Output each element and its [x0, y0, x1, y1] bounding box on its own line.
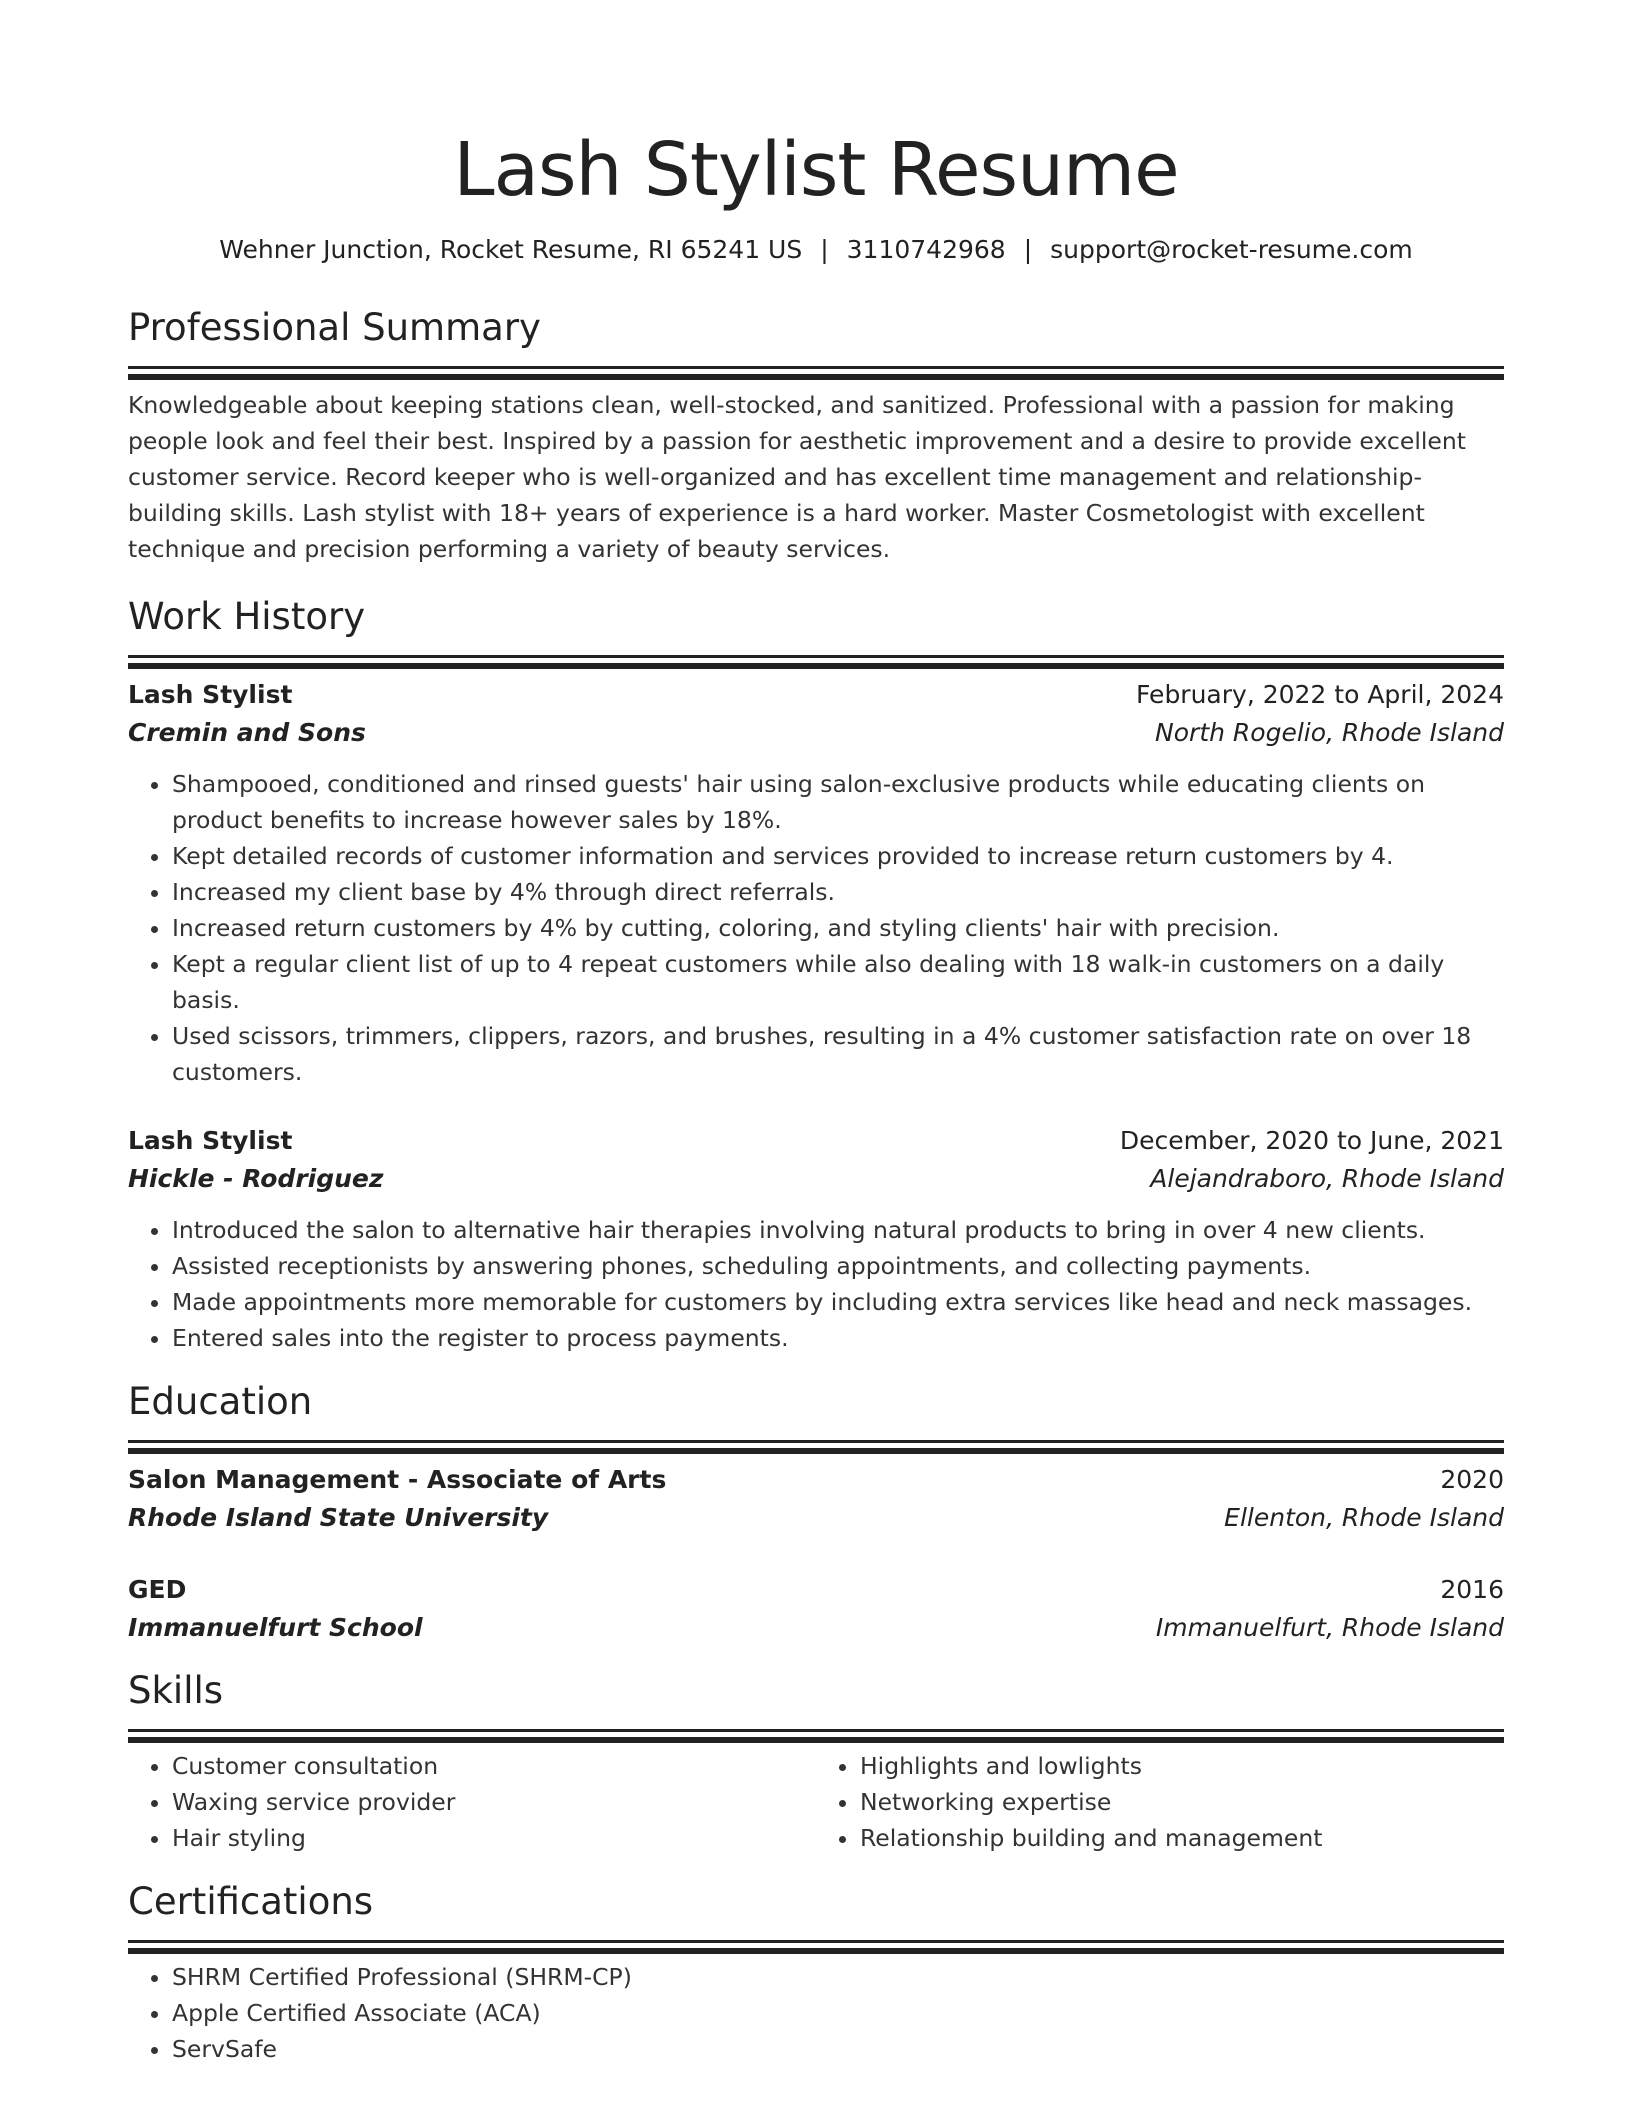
resume-page [128, 0, 1504, 2067]
list-item: • Used scissors, trimmers, clippers, razors, and brushes, resulting in a 4% customer satisfaction rate on over 18 customers. [172, 1018, 1504, 1090]
summary-text: Knowledgeable about keeping stations clean, well-stocked, and sanitized. Professional with a passion for making people look and feel their best. Inspired by a passion for aesthetic improvement and a desire to provide excellent customer service. Record keeper who is well-organized and has excellent time management and relationship-building skills. Lash stylist with 18+ years of experience is a hard worker. Master Cosmetologist with excellent technique and precision performing a variety of beauty services. [128, 391, 1466, 563]
job-title: Lash Stylist [128, 1126, 293, 1155]
job-location: North Rogelio, Rhode Island [1155, 718, 1504, 747]
degree: Salon Management - Associate of Arts [128, 1465, 667, 1494]
job-dates: December, 2020 to June, 2021 [1119, 1126, 1504, 1155]
list-item: • Increased my client base by 4% through direct referrals. [172, 874, 1504, 910]
list-item: • Made appointments more memorable for customers by including extra services like head and neck massages. [172, 1284, 1504, 1320]
school: Rhode Island State University [128, 1503, 549, 1532]
list-item: • Relationship building and management [860, 1820, 1504, 1856]
education-section [128, 1378, 1504, 1647]
school: Immanuelfurt School [128, 1613, 423, 1642]
list-item: • Kept a regular client list of up to 4 repeat customers while also dealing with 18 walk-in customers on a daily basis. [172, 946, 1504, 1018]
certifications-section [128, 1878, 1504, 2067]
section-heading: Work History [128, 595, 366, 638]
contact-separator: | [1023, 235, 1033, 264]
school-location: Ellenton, Rhode Island [1224, 1503, 1504, 1532]
summary-section [128, 304, 1504, 567]
contact-phone: 3110742968 [846, 235, 1006, 264]
education-entry [128, 1461, 1504, 1537]
list-item: • Apple Certified Associate (ACA) [172, 1995, 1504, 2031]
school-location: Immanuelfurt, Rhode Island [1155, 1613, 1504, 1642]
list-item: • Hair styling [172, 1820, 816, 1856]
graduation-year: 2016 [1440, 1575, 1504, 1604]
job-location: Alejandraboro, Rhode Island [1150, 1164, 1504, 1193]
contact-separator: | [820, 235, 829, 264]
section-divider [128, 1729, 1504, 1732]
skills-column-right [816, 1748, 1504, 1856]
section-heading: Skills [128, 1669, 224, 1712]
job-entry [128, 676, 1504, 1090]
job-bullets [128, 1212, 1504, 1356]
job-title: Lash Stylist [128, 680, 293, 709]
list-item: • Introduced the salon to alternative hair therapies involving natural products to bring in over 4 new clients. [172, 1212, 1504, 1248]
skills-list [128, 1748, 1504, 1856]
job-company: Hickle - Rodriguez [128, 1164, 384, 1193]
contact-email: support@rocket-resume.com [1050, 235, 1413, 264]
list-item: • Assisted receptionists by answering phones, scheduling appointments, and collecting payments. [172, 1248, 1504, 1284]
list-item: • Customer consultation [172, 1748, 816, 1784]
section-divider [128, 1940, 1504, 1943]
work-history-section [128, 593, 1504, 1356]
job-company: Cremin and Sons [128, 718, 366, 747]
list-item: • Networking expertise [860, 1784, 1504, 1820]
list-item: • Increased return customers by 4% by cutting, coloring, and styling clients' hair with precision. [172, 910, 1504, 946]
list-item: • SHRM Certified Professional (SHRM-CP) [172, 1959, 1504, 1995]
section-divider [128, 1440, 1504, 1443]
job-entry [128, 1122, 1504, 1356]
section-heading: Certifications [128, 1880, 374, 1923]
list-item: • Shampooed, conditioned and rinsed guests' hair using salon-exclusive products while educating clients on product benefits to increase however sales by 18%. [172, 766, 1504, 838]
degree: GED [128, 1575, 187, 1604]
list-item: • ServSafe [172, 2031, 1504, 2067]
certifications-list [128, 1959, 1504, 2067]
education-entry [128, 1571, 1504, 1647]
page-title: Lash Stylist Resume [453, 127, 1179, 213]
skills-section [128, 1667, 1504, 1856]
contact-address: Wehner Junction, Rocket Resume, RI 65241 US [219, 235, 803, 264]
section-divider [128, 655, 1504, 658]
section-heading: Education [128, 1380, 313, 1423]
graduation-year: 2020 [1440, 1465, 1504, 1494]
list-item: • Waxing service provider [172, 1784, 816, 1820]
section-divider [128, 366, 1504, 369]
list-item: • Kept detailed records of customer information and services provided to increase return customers by 4. [172, 838, 1504, 874]
job-bullets [128, 766, 1504, 1090]
contact-line [128, 234, 1504, 266]
list-item: • Entered sales into the register to process payments. [172, 1320, 1504, 1356]
skills-column-left [128, 1748, 816, 1856]
job-dates: February, 2022 to April, 2024 [1136, 680, 1504, 709]
list-item: • Highlights and lowlights [860, 1748, 1504, 1784]
section-heading: Professional Summary [128, 306, 541, 349]
